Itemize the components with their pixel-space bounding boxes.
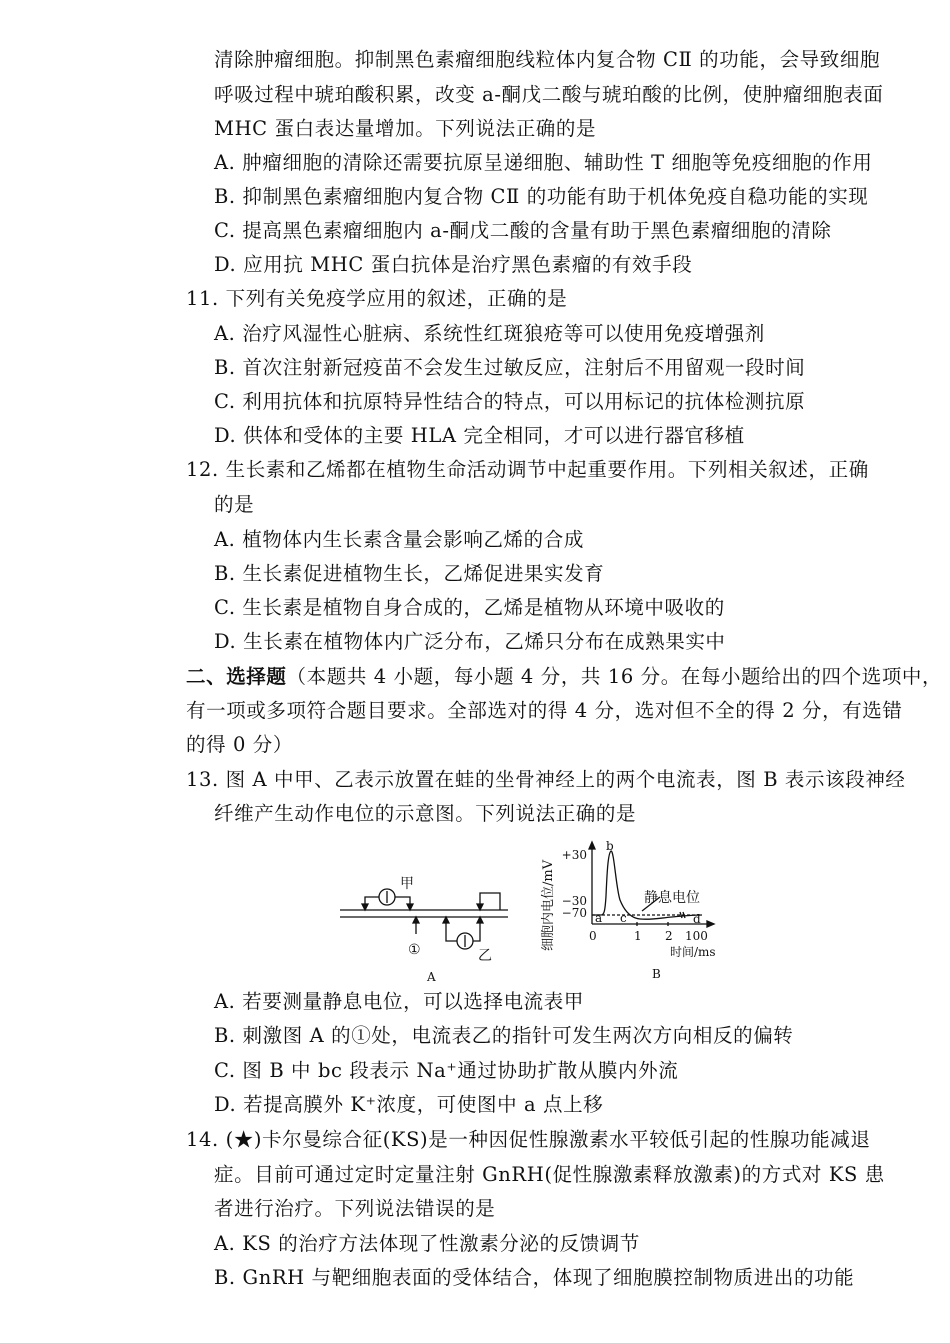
q12-stem-1: 12. 生长素和乙烯都在植物生命活动调节中起重要作用。下列相关叙述，正确: [186, 458, 869, 481]
intro-line-2: 呼吸过程中琥珀酸积累，改变 a-酮戊二酸与琥珀酸的比例，使肿瘤细胞表面: [214, 83, 884, 106]
section2-desc-2: 有一项或多项符合题目要求。全部选对的得 4 分，选对但不全的得 2 分，有选错: [186, 699, 903, 722]
intro-line-1: 清除肿瘤细胞。抑制黑色素瘤细胞线粒体内复合物 CⅡ 的功能，会导致细胞: [214, 48, 881, 71]
figure-a-caption: A: [427, 970, 436, 984]
q12-option-d: D. 生长素在植物体内广泛分布，乙烯只分布在成熟果实中: [214, 630, 726, 653]
xtick-0: 0: [589, 929, 597, 943]
intro-line-3: MHC 蛋白表达量增加。下列说法正确的是: [214, 117, 597, 140]
meter2-electrode-left: [443, 917, 449, 923]
point-d-label: d: [693, 912, 701, 926]
xtick-2: 2: [665, 929, 673, 943]
meter2-label: 乙: [478, 948, 492, 964]
q12-option-a: A. 植物体内生长素含量会影响乙烯的合成: [214, 528, 584, 551]
resting-potential-annotation: 静息电位: [644, 890, 700, 906]
q11-option-b: B. 首次注射新冠疫苗不会发生过敏反应，注射后不用留观一段时间: [214, 356, 806, 379]
figure-b-caption: B: [652, 967, 661, 981]
q13-stem-1: 13. 图 A 中甲、乙表示放置在蛙的坐骨神经上的两个电流表，图 B 表示该段神经: [186, 768, 906, 791]
q11-stem: 11. 下列有关免疫学应用的叙述，正确的是: [186, 287, 568, 310]
intro-option-d: D. 应用抗 MHC 蛋白抗体是治疗黑色素瘤的有效手段: [214, 253, 693, 276]
meter1-electrode-right: [407, 904, 413, 910]
section2-desc-1: （本题共 4 小题，每小题 4 分，共 16 分。在每小题给出的四个选项中，: [286, 665, 943, 688]
q11-option-d: D. 供体和受体的主要 HLA 完全相同，才可以进行器官移植: [214, 424, 745, 447]
q12-option-c: C. 生长素是植物自身合成的，乙烯是植物从环境中吸收的: [214, 596, 725, 619]
q11-option-c: C. 利用抗体和抗原特异性结合的特点，可以用标记的抗体检测抗原: [214, 390, 806, 413]
q13-option-d: D. 若提高膜外 K⁺浓度，可使图中 a 点上移: [214, 1093, 604, 1116]
figure-b-xlabel: 时间/ms: [670, 945, 716, 959]
intro-option-b: B. 抑制黑色素瘤细胞内复合物 CⅡ 的功能有助于机体免疫自稳功能的实现: [214, 185, 869, 208]
xtick-1: 1: [634, 929, 642, 943]
meter2-electrode-right: [477, 917, 483, 923]
q14-option-b: B. GnRH 与靶细胞表面的受体结合，体现了细胞膜控制物质进出的功能: [214, 1266, 855, 1289]
q14-option-a: A. KS 的治疗方法体现了性激素分泌的反馈调节: [214, 1232, 641, 1255]
q14-stem-3: 者进行治疗。下列说法错误的是: [214, 1197, 496, 1220]
section2-line-1: [186, 662, 942, 692]
section2-title: 二、选择题: [186, 665, 287, 688]
q13-stem-2: 纤维产生动作电位的示意图。下列说法正确的是: [214, 802, 637, 825]
stimulus-arrow: [413, 917, 419, 923]
point-b-label: b: [606, 839, 614, 853]
figure-b-ylabel: 细胞内电位/mV: [541, 859, 556, 951]
ytick-plus30: +30: [561, 848, 587, 862]
q11-option-a: A. 治疗风湿性心脏病、系统性红斑狼疮等可以使用免疫增强剂: [214, 322, 765, 345]
ytick-minus70: −70: [561, 906, 587, 920]
stimulus-point-label: ①: [408, 942, 421, 958]
q12-option-b: B. 生长素促进植物生长，乙烯促进果实发育: [214, 562, 605, 585]
ytick-minus30: −30: [561, 894, 587, 908]
x-axis-arrow: [707, 921, 714, 927]
q13-option-b: B. 刺激图 A 的①处，电流表乙的指针可发生两次方向相反的偏转: [214, 1024, 794, 1047]
q12-stem-2: 的是: [214, 493, 255, 516]
intro-option-a: A. 肿瘤细胞的清除还需要抗原呈递细胞、辅助性 T 细胞等免疫细胞的作用: [214, 151, 873, 174]
point-a-label: a: [595, 911, 603, 925]
meter1-electrode-left: [362, 904, 368, 910]
point-c-label: c: [620, 911, 627, 925]
q14-stem-1: 14. (★)卡尔曼综合征(KS)是一种因促性腺激素水平较低引起的性腺功能减退: [186, 1128, 871, 1151]
top-right-electrode: [477, 904, 483, 910]
y-axis-arrow: [589, 842, 595, 849]
xtick-100: 100: [685, 929, 708, 943]
q13-option-c: C. 图 B 中 bc 段表示 Na⁺通过协助扩散从膜内外流: [214, 1059, 679, 1082]
top-right-electrode-wire: [480, 893, 500, 910]
figure-a: [340, 889, 508, 949]
action-potential-curve: [592, 851, 702, 919]
section2-desc-3: 的得 0 分）: [186, 733, 294, 756]
q13-option-a: A. 若要测量静息电位，可以选择电流表甲: [214, 990, 584, 1013]
q13-figure-svg: [330, 838, 730, 988]
q13-figure: [330, 838, 730, 988]
meter1-label: 甲: [400, 876, 414, 892]
q14-stem-2: 症。目前可通过定时定量注射 GnRH(促性腺激素释放激素)的方式对 KS 患: [214, 1163, 885, 1186]
axis-break-1: [680, 912, 682, 918]
intro-option-c: C. 提高黑色素瘤细胞内 a-酮戊二酸的含量有助于黑色素瘤细胞的清除: [214, 219, 832, 242]
